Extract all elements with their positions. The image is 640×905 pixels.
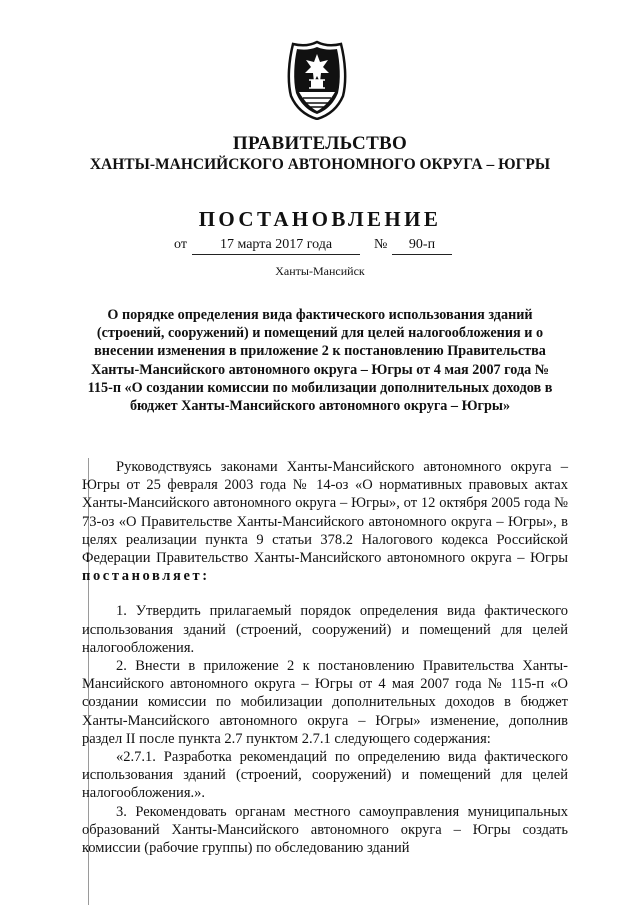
region-heading: ХАНТЫ-МАНСИЙСКОГО АВТОНОМНОГО ОКРУГА – ЮГРЫ — [89, 156, 551, 173]
item-3-paragraph: 3. Рекомендовать органам местного самоуправления муниципальных образований Ханты-Мансийского автономного округа – Югры создать комиссии (рабочие группы) по обследованию зданий — [82, 803, 568, 857]
item-1-paragraph: 1. Утвердить прилагаемый порядок определения вида фактического использования зданий (строений, сооружений) и помещений для целей налогообложения. — [82, 603, 568, 656]
number-sign: № — [374, 237, 388, 252]
preamble-text: Руководствуясь законами Ханты-Мансийского автономного округа – Югры от 25 февраля 2003 года № 14-оз «О нормативных правовых актах Ханты-Мансийского автономного округа – Югры», от 12 октября 2005 года № 73-оз «О Правительстве Ханты-Мансийского автономного округа – Югры», в целях реализации пункта 9 статьи 378.2 Налогового кодекса Российской Федерации Правительство Ханты-Мансийского автономного округа – Югры — [82, 459, 568, 567]
document-number: 90-п — [392, 236, 452, 255]
item-2-paragraph: 2. Внести в приложение 2 к постановлению Правительства Ханты-Мансийского автономного округа – Югры от 4 мая 2007 года № 115-п «О создании комиссии по мобилизации дополнительных доходов в бюджет Ханты-Мансийского автономного округа – Югры» изменение, дополнив раздел II после пункта 2.7 пунктом 2.7.1 следующего содержания: — [82, 658, 568, 747]
document-type-heading: ПОСТАНОВЛЕНИЕ — [198, 207, 442, 231]
item-2-quote-paragraph: «2.7.1. Разработка рекомендаций по определению вида фактического использования зданий (строений, сооружений) и помещений для целей налогообложения.». — [82, 749, 568, 802]
preamble-paragraph — [82, 458, 568, 585]
city-name: Ханты-Мансийск — [275, 264, 365, 278]
government-heading: ПРАВИТЕЛЬСТВО — [232, 133, 408, 154]
document-body — [82, 458, 568, 857]
date-number-line — [0, 236, 640, 256]
document-date: 17 марта 2017 года — [192, 236, 360, 255]
coat-of-arms-emblem — [279, 40, 355, 120]
decrees-keyword: постановляет: — [82, 568, 210, 585]
date-prefix: от — [174, 237, 187, 252]
document-title: О порядке определения вида фактического использования зданий (строений, сооружений) и помещений для целей налогообложения и о внесении изменения в приложение 2 к постановлению Правительства Ханты-Мансийского автономного округа – Югры от 4 мая 2007 года № 115-п «О создании комиссии по мобилизации дополнительных доходов в бюджет Ханты-Мансийского автономного округа – Югры» — [87, 307, 553, 415]
